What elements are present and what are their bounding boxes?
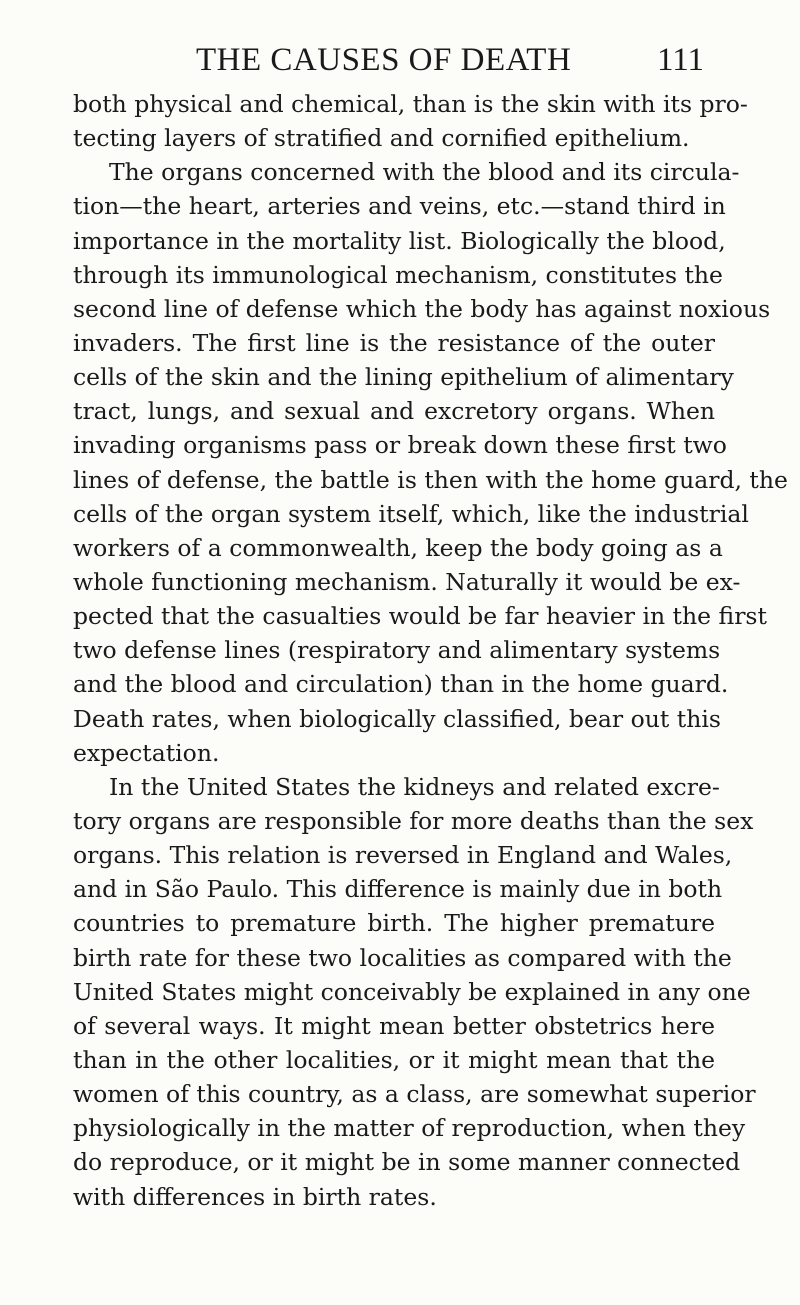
running-head bbox=[0, 42, 800, 82]
text-line: In the United States the kidneys and related excre- bbox=[109, 772, 720, 801]
text-line: birth rate for these two localities as compared with the bbox=[73, 943, 732, 972]
text-line: women of this country, as a class, are somewhat superior bbox=[73, 1080, 756, 1109]
text-line: tract, lungs, and sexual and excretory organs. When bbox=[73, 397, 715, 426]
text-line: tion—the heart, arteries and veins, etc.—stand third in bbox=[73, 192, 726, 221]
text-line: Death rates, when biologically classified, bear out this bbox=[73, 704, 721, 733]
text-line: importance in the mortality list. Biologically the blood, bbox=[73, 226, 726, 255]
text-line: of several ways. It might mean better obstetrics here bbox=[73, 1011, 715, 1040]
text-line: United States might conceivably be explained in any one bbox=[73, 977, 751, 1006]
text-line: pected that the casualties would be far heavier in the first bbox=[73, 602, 767, 631]
text-line: lines of defense, the battle is then with the home guard, the bbox=[73, 465, 788, 494]
chapter-title: THE CAUSES OF DEATH bbox=[196, 42, 572, 78]
text-line: invading organisms pass or break down these first two bbox=[73, 431, 727, 460]
text-line: countries to premature birth. The higher premature bbox=[73, 909, 715, 938]
text-line: and in São Paulo. This difference is mainly due in both bbox=[73, 875, 723, 904]
text-line: organs. This relation is reversed in England and Wales, bbox=[73, 841, 733, 870]
text-line: workers of a commonwealth, keep the body going as a bbox=[73, 533, 723, 562]
text-line: with differences in birth rates. bbox=[73, 1182, 437, 1211]
text-line: and the blood and circulation) than in the home guard. bbox=[73, 670, 729, 699]
text-line: whole functioning mechanism. Naturally it would be ex- bbox=[73, 567, 741, 596]
page-number: 111 bbox=[656, 42, 704, 78]
text-line: cells of the organ system itself, which, like the industrial bbox=[73, 499, 749, 528]
text-line: tecting layers of stratified and cornified epithelium. bbox=[73, 124, 690, 153]
text-line: cells of the skin and the lining epithelium of alimentary bbox=[73, 363, 734, 392]
text-line: second line of defense which the body has against noxious bbox=[73, 294, 771, 323]
body-text bbox=[73, 87, 788, 1214]
text-line: do reproduce, or it might be in some manner connected bbox=[73, 1148, 741, 1177]
text-line: expectation. bbox=[73, 738, 220, 767]
text-line: invaders. The first line is the resistance of the outer bbox=[73, 328, 715, 357]
text-line: The organs concerned with the blood and its circula- bbox=[109, 158, 740, 187]
text-line: through its immunological mechanism, constitutes the bbox=[73, 260, 723, 289]
text-line: both physical and chemical, than is the skin with its pro- bbox=[73, 90, 748, 118]
text-line: two defense lines (respiratory and alimentary systems bbox=[73, 636, 721, 665]
text-line: physiologically in the matter of reproduction, when they bbox=[73, 1114, 746, 1143]
text-line: tory organs are responsible for more deaths than the sex bbox=[73, 806, 754, 835]
text-line: than in the other localities, or it might mean that the bbox=[73, 1045, 715, 1074]
